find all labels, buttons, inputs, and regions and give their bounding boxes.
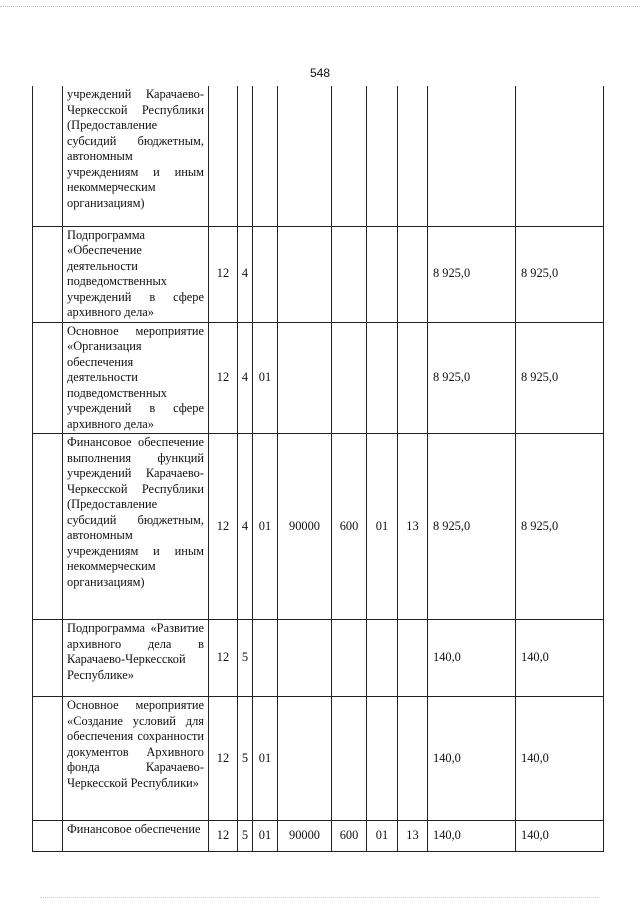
row-description: Подпрограмма «Развитие архивного дела в Карачаево-Черкесской Республике» [63,620,209,697]
section-code [209,86,238,226]
amount-cell: 8 925,0 [516,434,604,620]
amount-cell [428,86,516,226]
subsection-code: 4 [238,226,253,322]
program-code: 01 [253,434,278,620]
amount-cell: 8 925,0 [516,226,604,322]
expense-type-code [332,322,367,434]
direction-code [278,322,332,434]
direction-code [278,697,332,821]
expense-type-code: 600 [332,434,367,620]
program-code [253,226,278,322]
amount-cell: 8 925,0 [428,226,516,322]
budget-table [32,86,604,852]
page-number: 548 [309,66,331,80]
amount-cell: 140,0 [428,821,516,852]
amount-cell: 140,0 [516,620,604,697]
section-code: 12 [209,821,238,852]
table-row [33,434,604,620]
program-code: 01 [253,322,278,434]
subchapter-code [398,86,428,226]
amount-cell: 8 925,0 [516,322,604,434]
table-row [33,821,604,852]
chapter-code [367,322,398,434]
row-margin-cell [33,821,63,852]
amount-cell: 8 925,0 [428,434,516,620]
chapter-code: 01 [367,821,398,852]
subchapter-code [398,322,428,434]
table-row [33,620,604,697]
row-margin-cell [33,226,63,322]
subsection-code: 5 [238,821,253,852]
subchapter-code: 13 [398,434,428,620]
row-description: Финансовое обеспечение выполнения функций учреждений Карачаево-Черкесской Республики (Предоставление субсидий бюджетным, автономным учреждениям и иным некоммерческим организациям) [63,434,209,620]
expense-type-code [332,86,367,226]
expense-type-code [332,697,367,821]
subsection-code: 4 [238,322,253,434]
subsection-code: 4 [238,434,253,620]
scan-edge-top [0,6,640,7]
row-margin-cell [33,86,63,226]
program-code [253,620,278,697]
amount-cell [516,86,604,226]
scan-edge-bottom [40,897,600,898]
row-description: Финансовое обеспечение [63,821,209,852]
subsection-code: 5 [238,620,253,697]
section-code: 12 [209,697,238,821]
table-row [33,86,604,226]
program-code: 01 [253,697,278,821]
direction-code: 90000 [278,434,332,620]
amount-cell: 140,0 [428,620,516,697]
amount-cell: 140,0 [516,697,604,821]
section-code: 12 [209,434,238,620]
program-code: 01 [253,821,278,852]
direction-code [278,620,332,697]
subchapter-code: 13 [398,821,428,852]
expense-type-code [332,620,367,697]
row-margin-cell [33,620,63,697]
program-code [253,86,278,226]
section-code: 12 [209,322,238,434]
chapter-code [367,620,398,697]
table-row [33,697,604,821]
chapter-code [367,86,398,226]
subchapter-code [398,226,428,322]
row-description: учреждений Карачаево-Черкесской Республики (Предоставление субсидий бюджетным, автономным учреждениям и иным некоммерческим организациям) [63,86,209,226]
amount-cell: 8 925,0 [428,322,516,434]
row-margin-cell [33,697,63,821]
row-description: Основное мероприятие «Организация обеспечения деятельности подведомственных учреждений в сфере архивного дела» [63,322,209,434]
direction-code: 90000 [278,821,332,852]
subchapter-code [398,620,428,697]
chapter-code [367,226,398,322]
row-margin-cell [33,322,63,434]
amount-cell: 140,0 [428,697,516,821]
subsection-code: 5 [238,697,253,821]
amount-cell: 140,0 [516,821,604,852]
chapter-code [367,697,398,821]
direction-code [278,86,332,226]
row-description: Подпрограмма «Обеспечение деятельности подведомственных учреждений в сфере архивного дела» [63,226,209,322]
section-code: 12 [209,620,238,697]
table-row [33,226,604,322]
expense-type-code: 600 [332,821,367,852]
row-description: Основное мероприятие «Создание условий для обеспечения сохранности документов Архивного фонда Карачаево-Черкесской Республики» [63,697,209,821]
chapter-code: 01 [367,434,398,620]
section-code: 12 [209,226,238,322]
subchapter-code [398,697,428,821]
expense-type-code [332,226,367,322]
table-row [33,322,604,434]
direction-code [278,226,332,322]
subsection-code [238,86,253,226]
row-margin-cell [33,434,63,620]
